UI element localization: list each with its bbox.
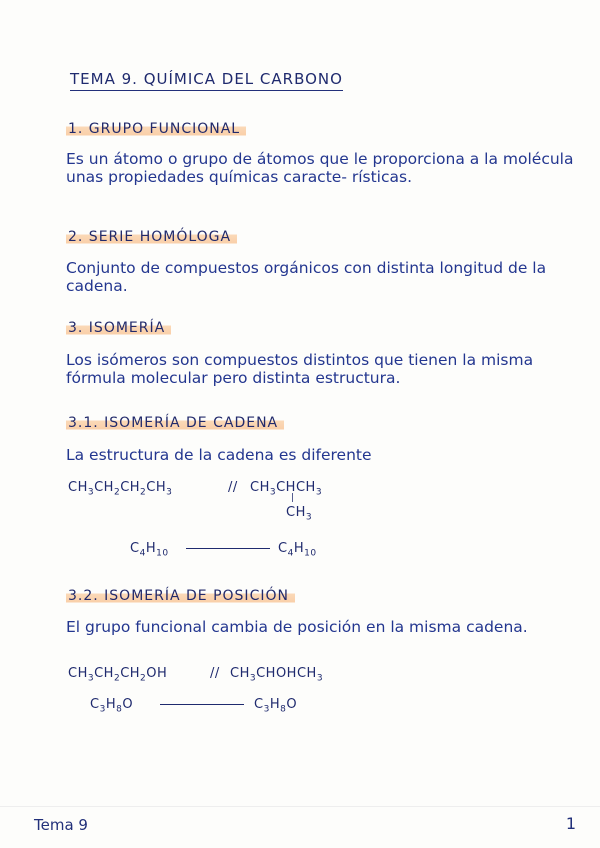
chain-isomer-separator: // [228,480,238,495]
footer-rule [0,806,600,807]
text-grupo-funcional: Es un átomo o grupo de átomos que le proporciona a la molécula unas propiedades químicas caracte- rísticas. [66,150,574,186]
heading-isomeria-cadena: 3.1. ISOMERÍA DE CADENA [66,415,284,431]
text-serie-homologa: Conjunto de compuestos orgánicos con distinta longitud de la cadena. [66,259,547,295]
chain-isomer-branch: $CH_3$ [286,505,313,523]
text-isomeria-posicion: El grupo funcional cambia de posición en la misma cadena. [66,618,528,636]
position-formula-right: $C_3H_8O$ [254,697,298,715]
page-title: TEMA 9. QUÍMICA DEL CARBONO [70,70,343,91]
position-formula-left: $C_3H_8O$ [90,697,134,715]
chain-formula-left: $C_4H_{10}$ [130,541,169,559]
chain-isomer-left: $CH_3CH_2CH_2CH_3$ [68,480,173,498]
heading-isomeria: 3. ISOMERÍA [66,320,171,336]
branch-bond: | [291,493,295,503]
chain-equivalence-line [186,548,270,549]
heading-serie-homologa: 2. SERIE HOMÓLOGA [66,229,237,245]
position-isomer-left: $CH_3CH_2CH_2OH$ [68,666,168,684]
footer-label: Tema 9 [34,816,88,834]
chain-formula-right: $C_4H_{10}$ [278,541,317,559]
position-equivalence-line [160,704,244,705]
position-isomer-right: $CH_3CHOHCH_3$ [230,666,324,684]
position-isomer-separator: // [210,666,220,681]
text-isomeria-cadena: La estructura de la cadena es diferente [66,446,372,464]
bleed-through [330,200,334,215]
page-number: 1 [565,814,576,833]
heading-isomeria-posicion: 3.2. ISOMERÍA DE POSICIÓN [66,588,295,604]
text-isomeria: Los isómeros son compuestos distintos que tienen la misma fórmula molecular pero distinta estructura. [66,351,534,387]
heading-grupo-funcional: 1. GRUPO FUNCIONAL [66,121,246,137]
chain-isomer-right: $CH_3CHCH_3$ [250,480,323,498]
